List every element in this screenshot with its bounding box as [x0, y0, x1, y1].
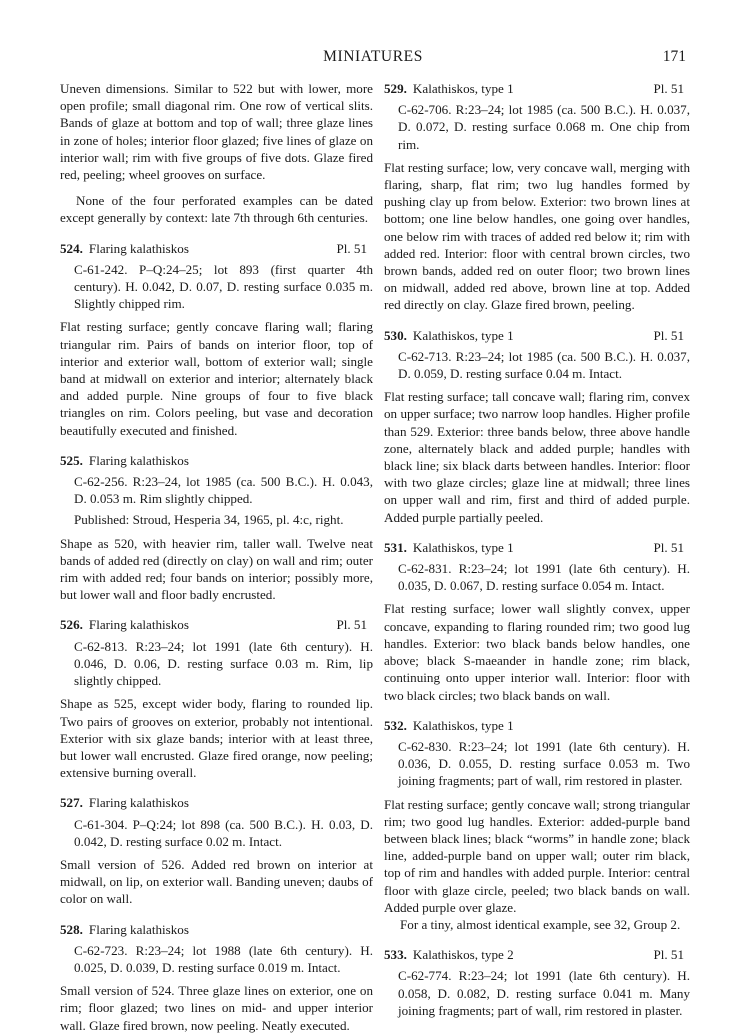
entry-name: Flaring kalathiskos — [88, 452, 189, 468]
entry-name: Kalathiskos, type 2 — [412, 947, 514, 963]
entry-name: Flaring kalathiskos — [88, 240, 189, 256]
entry-plate: Pl. 51 — [653, 947, 684, 963]
entry-heading — [60, 452, 373, 469]
entry-description: Shape as 520, with heavier rim, taller wall. Twelve neat bands of added red (directly on clay) on wall and rim; outer rim with added red; four bands on interior; possibly more, but lower wall and floor badly encrusted. — [60, 535, 373, 603]
entry-description: Small version of 524. Three glaze lines on exterior, one on rim; floor glazed; two lines on mid- and upper interior wall. Glaze fired brown, now peeling. Neatly executed. — [60, 983, 373, 1033]
entry-heading — [60, 616, 373, 633]
catalog-entry-526 — [60, 616, 373, 781]
entry-heading — [60, 240, 373, 257]
entry-description: Small version of 526. Added red brown on interior at midwall, on lip, on exterior wall. Banding uneven; daubs of color on wall. — [60, 856, 373, 907]
entry-name: Kalathiskos, type 1 — [412, 81, 514, 96]
catalog-entry-527 — [60, 794, 373, 907]
entry-name: Flaring kalathiskos — [88, 617, 189, 633]
entry-number: 527. — [60, 795, 83, 811]
page-header — [60, 48, 686, 68]
entry-number: 528. — [60, 921, 83, 937]
entry-number: 531. — [384, 539, 407, 555]
catalog-entry-530 — [384, 327, 690, 526]
entry-name: Kalathiskos, type 1 — [412, 539, 514, 555]
page-number: 171 — [662, 48, 686, 65]
entry-plate: Pl. 51 — [653, 327, 684, 343]
catalog-entry-524 — [60, 240, 373, 439]
entry-meta: C-62-813. R:23–24; lot 1991 (late 6th century). H. 0.046, D. 0.06, D. resting surface 0.03 m. Rim, lip slightly chipped. — [74, 638, 373, 689]
entry-meta: C-62-831. R:23–24; lot 1991 (late 6th century). H. 0.035, D. 0.067, D. resting surface 0.054 m. Intact. — [398, 561, 690, 594]
entry-meta: C-62-723. R:23–24; lot 1988 (late 6th century). H. 0.025, D. 0.039, D. resting surface 0.019 m. Intact. — [74, 942, 373, 975]
entry-meta: C-62-256. R:23–24, lot 1985 (ca. 500 B.C.). H. 0.043, D. 0.053 m. Rim slightly chipped. — [74, 474, 373, 507]
entry-description: Flat resting surface; tall concave wall; flaring rim, convex on upper surface; two narrow loop handles. Higher profile than 529. Exterior: three bands below, three above handle zone, alternately black and added purple; handles with black line; six black darts between handles. Interior: floor with two glaze circles; glaze line at midwall; three lines on upper wall and rim, first and third of added purple. Added purple partially peeled. — [384, 389, 690, 525]
entry-heading — [384, 946, 690, 963]
entry-name: Flaring kalathiskos — [88, 921, 189, 937]
catalog-entry-532 — [384, 717, 690, 933]
entry-description: Flat resting surface; lower wall slightly convex, upper concave, expanding to flaring rounded rim; two good lug handles. Exterior: two black bands below handles, one above; black S-maeander in handle zone; rim black, continuing onto upper interior wall. Interior: floor with two black circles; two black bands on wall. — [384, 601, 690, 703]
catalog-entry-529 — [384, 80, 690, 314]
entry-plate: Pl. 51 — [336, 240, 367, 256]
entry-meta: C-62-774. R:23–24; lot 1991 (late 6th century). H. 0.058, D. 0.082, D. resting surface 0.041 m. Many joining fragments; part of wall, rim restored in plaster. — [398, 968, 690, 1018]
entry-description: Flat resting surface; gently concave flaring wall; flaring triangular rim. Pairs of bands on interior floor, top of interior and exterior wall, bottom of exterior wall; single band at midwall on exterior and interior; alternately black and added purple. Nine groups of four to five black triangles on rim. Colors peeling, but vase and decoration beautifully executed and finished. — [60, 319, 373, 438]
entry-name: Kalathiskos, type 1 — [412, 327, 514, 343]
entry-heading — [384, 539, 690, 556]
entry-plate: Pl. 51 — [653, 81, 684, 96]
entry-number: 529. — [384, 81, 407, 96]
intro-paragraph: Uneven dimensions. Similar to 522 but with lower, more open profile; small diagonal rim. One row of vertical slits. Bands of glaze at bottom and top of wall; three glaze lines in zone of holes; interior floor glazed; five lines of glaze on interior wall; rim with five groups of five dots. Glaze fired red, peeling; wheel grooves on surface. — [60, 81, 373, 183]
entry-meta: C-62-830. R:23–24; lot 1991 (late 6th century). H. 0.036, D. 0.055, D. resting surface 0.053 m. Two joining fragments; part of wall, rim restored in plaster. — [398, 738, 690, 789]
entry-description: Flat resting surface; low, very concave wall, merging with flaring, sharp, flat rim; two lug handles formed by pushing clay up from below. Exterior: two brown lines at bottom; one line below handles, one going over handles, one below rim with traces of added red below it; rim with added red. Interior: floor with central brown circles, two brown bands, added red on outer floor; two brown lines on midwall, added red above, brown line at top. Added red directly on clay. Glaze fired brown, peeling. — [384, 159, 690, 313]
entry-number: 532. — [384, 717, 407, 733]
left-column — [60, 80, 373, 1034]
entry-meta: C-61-304. P–Q:24; lot 898 (ca. 500 B.C.). H. 0.03, D. 0.042, D. resting surface 0.02 m. Intact. — [74, 816, 373, 849]
entry-description: Flat resting surface; gently concave wall; strong triangular rim; two good lug handles. Exterior: added-purple band between black lines; black “worms” in handle zone; black line, added-purple band on upper wall; outer rim black, top of rim and handles with added purple. Interior: central floor with glaze circle, peeled; two black bands on wall. Added purple over glaze. — [384, 796, 690, 915]
catalog-entry-531 — [384, 539, 690, 704]
entry-name: Flaring kalathiskos — [88, 795, 189, 811]
entry-number: 530. — [384, 327, 407, 343]
perforated-note: None of the four perforated examples can be dated except generally by context: late 7th through 6th centuries. — [60, 193, 373, 226]
entry-number: 524. — [60, 240, 83, 256]
entry-number: 525. — [60, 452, 83, 468]
entry-heading — [60, 794, 373, 811]
running-title: MINIATURES — [323, 48, 423, 65]
entry-meta: C-62-706. R:23–24; lot 1985 (ca. 500 B.C.). H. 0.037, D. 0.072, D. resting surface 0.068 m. One chip from rim. — [398, 102, 690, 152]
catalog-entry-533 — [384, 946, 690, 1019]
entry-name: Kalathiskos, type 1 — [412, 717, 514, 733]
entry-heading — [384, 80, 690, 97]
entry-meta: C-62-713. R:23–24; lot 1985 (ca. 500 B.C.). H. 0.037, D. 0.059, D. resting surface 0.04 m. Intact. — [398, 348, 690, 382]
entry-heading — [384, 327, 690, 344]
entry-plate: Pl. 51 — [653, 539, 684, 555]
entry-cross-reference: For a tiny, almost identical example, see 32, Group 2. — [400, 916, 681, 932]
entry-heading — [60, 921, 373, 938]
entry-published: Published: Stroud, Hesperia 34, 1965, pl. 4:c, right. — [74, 512, 344, 528]
catalog-entry-528 — [60, 921, 373, 1034]
right-column — [384, 80, 690, 1019]
catalog-entry-525 — [60, 452, 373, 604]
entry-number: 533. — [384, 947, 407, 963]
entry-number: 526. — [60, 617, 83, 633]
entry-meta: C-61-242. P–Q:24–25; lot 893 (first quarter 4th century). H. 0.042, D. 0.07, D. resting surface 0.035 m. Slightly chipped rim. — [74, 261, 373, 312]
entry-description: Shape as 525, except wider body, flaring to rounded lip. Two pairs of grooves on exterior, probably not intentional. Exterior with six glaze bands; interior with at least three, but lower wall encrusted. Glaze fired orange, now peeling; extensive burning overall. — [60, 696, 373, 781]
entry-plate: Pl. 51 — [336, 617, 367, 633]
entry-heading — [384, 717, 690, 734]
